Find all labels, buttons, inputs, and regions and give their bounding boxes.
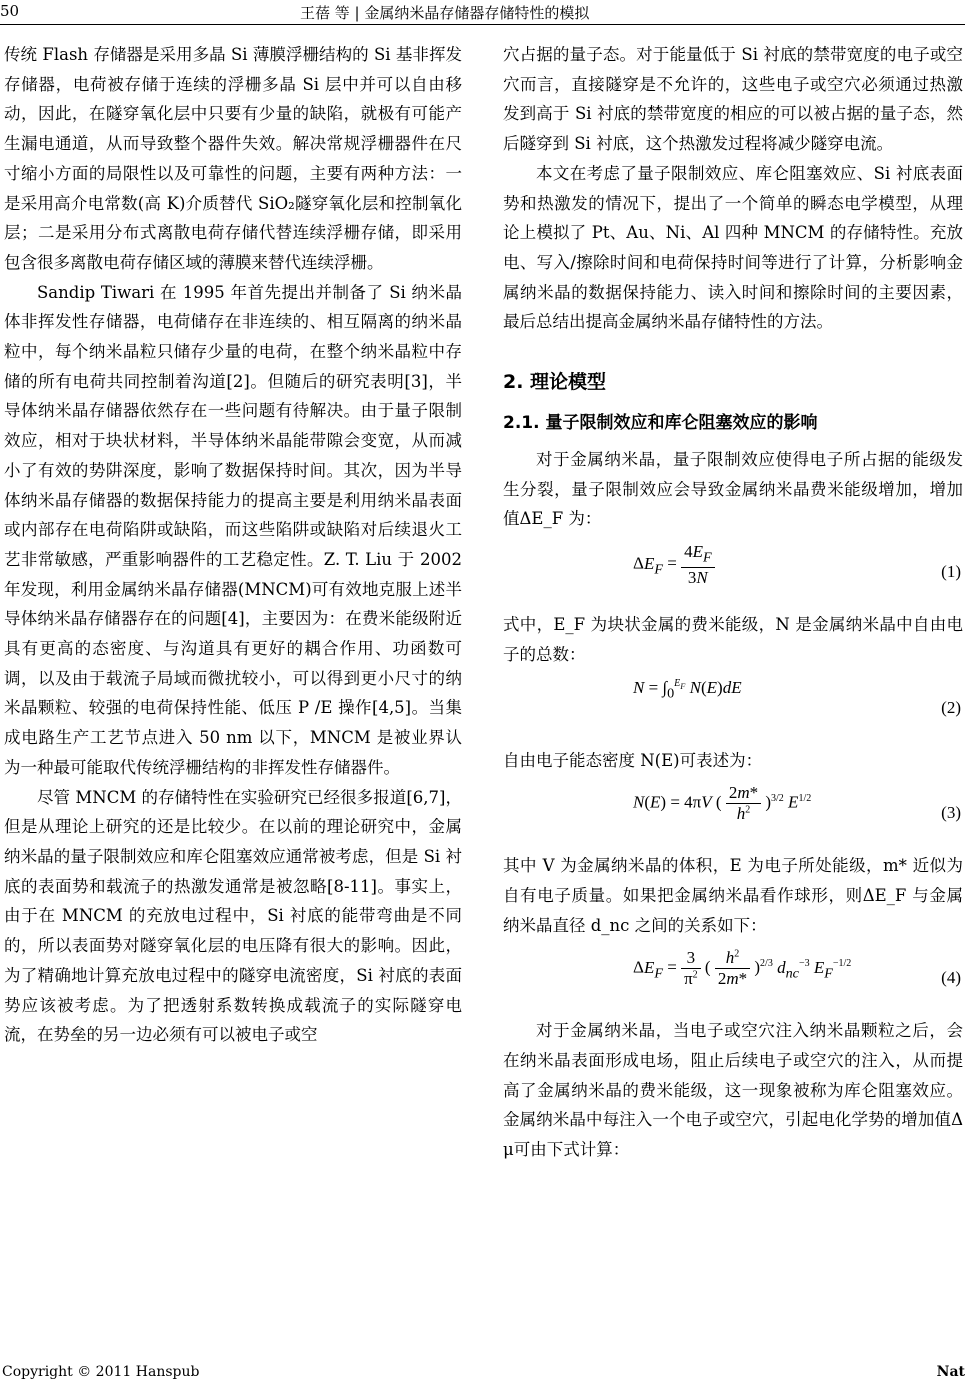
paragraph: 传统 Flash 存储器是采用多晶 Si 薄膜浮栅结构的 Si 基非挥发存储器，电荷被存储于连续的浮栅多晶 Si 层中并可以自由移动，因此，在隧穿氧化层中只要有少量的缺陷，就极有可能产生漏电通道，从而导致整个器件失效。解决常规浮栅器件在尺寸缩小方面的局限性以及可靠性的问题，主要有两种方法：一是采用高介电常数(高 K)介质替代 SiO₂隧穿氧化层和控制氧化层；二是采用分布式离散电荷存储代替连续浮栅存储，即采用包含很多离散电荷存储区域的薄膜来替代连续浮栅。	[4, 45, 462, 272]
paragraph: 本文在考虑了量子限制效应、库仑阻塞效应、Si 衬底表面势和热激发的情况下，提出了一个简单的瞬态电学模型，从理论上模拟了 Pt、Au、Ni、Al 四种 MNCM 的存储特性。充放电、写入/擦除时间和电荷保持时间等进行了计算，分析影响金属纳米晶的数据保持能力、读入时间和擦除时间的主要因素，最后总结出提高金属纳米晶存储特性的方法。	[503, 163, 963, 332]
paragraph: 尽管 MNCM 的存储特性在实验研究已经很多报道[6,7]，但是从理论上研究的还是比较少。在以前的理论研究中，金属纳米晶的量子限制效应和库仑阻塞效应通常被考虑，但是 Si 衬底的表面势和载流子的热激发通常是被忽略[8-11]。事实上，由于在 MNCM 的充放电过程中，Si 衬底的能带弯曲是不同的，所以表面势对隧穿氧化层的电压降有很大的影响。因此，为了精确地计算充放电过程中的隧穿电流密度，Si 衬底的表面势应该被考虑。为了把透射系数转换成载流子的实际隧穿电流，在势垒的另一边必须有可以被电子或空	[4, 787, 462, 1045]
section-heading: 2. 理论模型	[503, 371, 607, 394]
paragraph: Sandip Tiwari 在 1995 年首先提出并制备了 Si 纳米晶体非挥发性存储器，电荷储存在非连续的、相互隔离的纳米晶粒中，每个纳米晶粒只储存少量的电荷，在整个纳米晶粒中存储的所有电荷共同控制着沟道[2]。但随后的研究表明[3]，半导体纳米晶存储器依然存在一些问题有待解决。由于量子限制效应，相对于块状材料，半导体纳米晶能带隙会变宽，从而减小了有效的势阱深度，影响了数据保持时间。其次，因为半导体纳米晶存储器的数据保持能力的提高主要是利用纳米晶表面或内部存在电荷陷阱或缺陷，而这些陷阱或缺陷对后续退火工艺非常敏感，严重影响器件的工艺稳定性。Z. T. Liu 于 2002 年发现，利用金属纳米晶存储器(MNCM)可有效地克服上述半导体纳米晶存储器存在的问题[4]，主要因为：在费米能级附近具有更高的态密度、与沟道具有更好的耦合作用、功函数可调，以及由于载流子局域而微扰较小，可以得到更小尺寸的纳米晶颗粒、较强的电荷保持性能、低压 P /E 操作[4,5]。当集成电路生产工艺节点进入 50 nm 以下，MNCM 是被业界认为一种最可能取代传统浮栅结构的非挥发性存储器件。	[4, 282, 462, 777]
footer-copyright: Copyright © 2011 Hanspub	[2, 1364, 200, 1380]
paragraph: 对于金属纳米晶，当电子或空穴注入纳米晶颗粒之后，会在纳米晶表面形成电场，阻止后续电子或空穴的注入，从而提高了金属纳米晶的费米能级，这一现象被称为库仑阻塞效应。金属纳米晶中每注入一个电子或空穴，引起电化学势的增加值Δμ可由下式计算：	[503, 1021, 963, 1160]
paragraph: 式中，E_F 为块状金属的费米能级，N 是金属纳米晶中自由电子的总数：	[503, 615, 963, 664]
equation-number: (4)	[941, 968, 961, 988]
header-rule	[0, 24, 965, 25]
equation-3: N(E) = 4πV ( $\frac{2m*}{h^2}$ )$^{3/2}$ $E^{1/2}$ (3)	[633, 783, 961, 824]
equation-number: (2)	[941, 697, 961, 717]
paragraph: 自由电子能态密度 N(E)可表述为：	[503, 750, 763, 770]
right-column	[503, 40, 963, 1165]
equation-number: (1)	[941, 562, 961, 582]
paragraph: 其中 V 为金属纳米晶的体积，E 为电子所处能级，m* 近似为自有电子质量。如果把金属纳米晶看作球形，则ΔE_F 与金属纳米晶直径 d_nc 之间的关系如下：	[503, 856, 963, 935]
equation-4: $\Delta E_F$ = $\frac{3}{\pi^2}$ ( $\frac{h^2}{2m*}$ )$^{2/3}$ $d_{nc}^{-3}$ $E_F^{-1/2}$ (4)	[633, 948, 961, 989]
equation-1: $\Delta E_F$ = $\frac{4E_F}{3N}$ (1)	[633, 542, 961, 587]
left-column	[4, 40, 462, 1050]
footer-journal: Nat	[936, 1364, 965, 1380]
equation-2: $N = \int_0^{E_F}$ N(E)dE (2)	[633, 677, 961, 717]
paragraph: 穴占据的量子态。对于能量低于 Si 衬底的禁带宽度的电子或空穴而言，直接隧穿是不允许的，这些电子或空穴必须通过热激发到高于 Si 衬底的禁带宽度的相应的可以被占据的量子态，然后隧穿到 Si 衬底，这个热激发过程将减少隧穿电流。	[503, 45, 963, 154]
page-number: 50	[0, 2, 20, 20]
subsection-heading: 2.1. 量子限制效应和库仑阻塞效应的影响	[503, 413, 818, 434]
running-title: 王蓓 等 | 金属纳米晶存储器存储特性的模拟	[300, 4, 590, 22]
paragraph: 对于金属纳米晶，量子限制效应使得电子所占据的能级发生分裂，量子限制效应会导致金属纳米晶费米能级增加，增加值ΔE_F 为：	[503, 450, 963, 529]
equation-number: (3)	[941, 803, 961, 823]
